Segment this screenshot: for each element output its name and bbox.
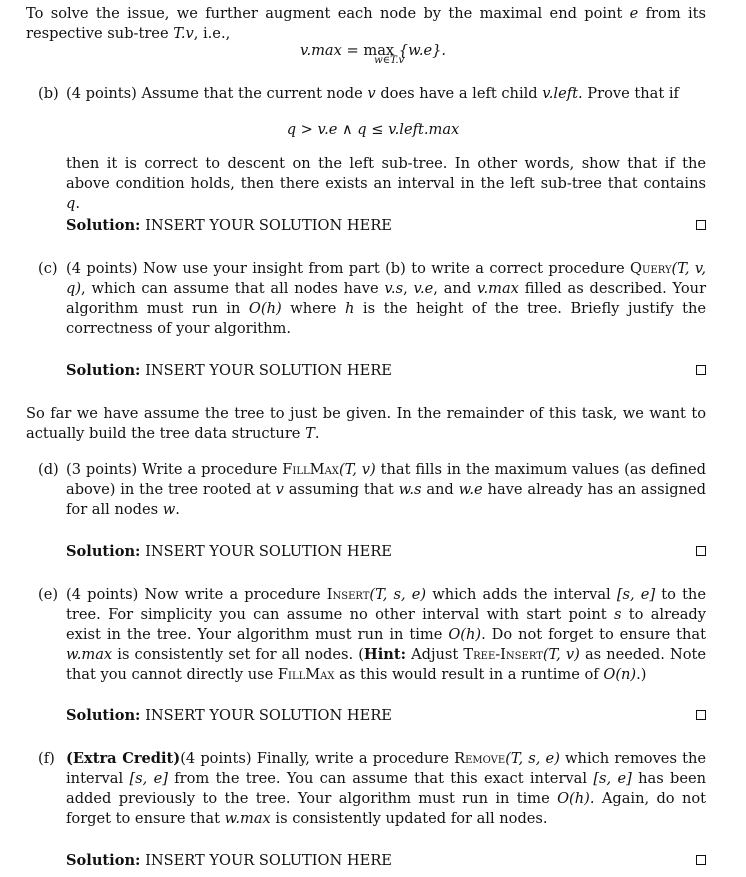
points: (4 points) xyxy=(66,85,137,102)
proc-name: Tree-Insert xyxy=(463,646,543,663)
qed-square-icon xyxy=(696,220,706,230)
proc-args: (T, v, q) xyxy=(66,260,707,297)
text: which adds the interval xyxy=(432,586,611,603)
text: Finally, write a procedure xyxy=(256,750,449,767)
part-e xyxy=(40,585,706,685)
intro-text: from its respective sub-tree xyxy=(26,5,707,42)
middle-paragraph xyxy=(26,404,706,444)
math-interval: [s, e] xyxy=(593,770,632,787)
text: has been added previously to the tree. Your algorithm must run in time xyxy=(66,770,707,807)
points: (3 points) xyxy=(66,461,138,478)
part-label: (f) xyxy=(38,750,55,767)
text: and xyxy=(426,481,454,498)
text: to already exist in the tree. Your algorithm must run in time xyxy=(66,606,707,643)
text: does have a left child xyxy=(380,85,538,102)
part-d xyxy=(40,460,706,520)
part-label: (d) xyxy=(38,461,59,478)
math-wmax: w.max xyxy=(66,646,113,663)
math-oh: O(h) xyxy=(557,790,590,807)
intro-text: To solve the issue, we further augment each node by the maximal end point xyxy=(26,5,623,22)
math-w: w xyxy=(162,501,176,518)
solution-e xyxy=(66,706,706,726)
math-q: q xyxy=(66,195,76,212)
part-f xyxy=(40,749,706,829)
qed-square-icon xyxy=(696,365,706,375)
solution-placeholder[interactable]: INSERT YOUR SOLUTION HERE xyxy=(145,362,392,379)
text: , which can assume that all nodes have xyxy=(81,280,379,297)
proc-name: Query xyxy=(630,260,672,277)
math-op: max xyxy=(363,42,395,59)
part-c xyxy=(40,259,706,339)
math-formula: q > v.e ∧ q ≤ v.left.max xyxy=(286,121,460,138)
math-vs: v.s xyxy=(384,280,404,297)
proc-name: Remove xyxy=(454,750,506,767)
math-eq: = xyxy=(346,42,359,59)
intro-text: , i.e., xyxy=(193,25,231,42)
text: is the height of the tree. Briefly justify the correctness of your algorithm. xyxy=(66,300,707,337)
text: Write a procedure xyxy=(142,461,278,478)
text: .) xyxy=(636,666,647,683)
math-interval: [s, e] xyxy=(616,586,656,603)
hint-label: Hint: xyxy=(363,646,406,663)
qed-square-icon xyxy=(696,546,706,556)
text: as needed. Note that you cannot directly use xyxy=(66,646,707,683)
solution-label: Solution: xyxy=(66,543,141,560)
proc-args: (T, s, e) xyxy=(505,750,560,767)
math-v: v xyxy=(367,85,376,102)
part-b xyxy=(40,84,706,104)
math-ve: v.e xyxy=(413,280,434,297)
text: which removes the interval xyxy=(66,750,706,787)
text: assuming that xyxy=(288,481,394,498)
math-h: h xyxy=(344,300,355,317)
solution-label: Solution: xyxy=(66,852,141,869)
text: . Do not forget to ensure that xyxy=(481,626,706,643)
extra-credit-label: (Extra Credit) xyxy=(66,750,181,767)
qed-square-icon xyxy=(696,855,706,865)
math-v: v xyxy=(275,481,284,498)
points: (4 points) xyxy=(66,260,138,277)
part-label: (e) xyxy=(38,586,59,603)
math-we: w.e xyxy=(458,481,483,498)
text: Assume that the current node xyxy=(141,85,363,102)
text: , xyxy=(403,280,408,297)
text: . xyxy=(175,501,180,518)
text: Now use your insight from part (b) to write a correct procedure xyxy=(143,260,625,277)
math-sub: w∈T.v xyxy=(374,55,405,66)
math-s: s xyxy=(613,606,622,623)
text: , and xyxy=(433,280,472,297)
solution-placeholder[interactable]: INSERT YOUR SOLUTION HERE xyxy=(145,852,392,869)
math-oh: O(h) xyxy=(448,626,482,643)
formula-vmax xyxy=(0,41,746,66)
text: have already has an assigned for all nodes xyxy=(66,481,706,518)
solution-label: Solution: xyxy=(66,217,141,234)
part-b-continued xyxy=(66,154,706,214)
text: So far we have assume the tree to just be given. In the remainder of this task, we want to actually build the tree data structure xyxy=(26,405,706,442)
text: then it is correct to descent on the left sub-tree. In other words, show that if the above condition holds, then there exists an interval in the left sub-tree that contains xyxy=(66,155,706,192)
solution-f xyxy=(66,851,706,871)
proc-name: FillMax xyxy=(277,666,335,683)
math-wmax: w.max xyxy=(224,810,271,827)
text: . Again, do not forget to ensure that xyxy=(66,790,706,827)
math-vmax: v.max xyxy=(476,280,519,297)
math-on: O(n) xyxy=(603,666,637,683)
math-ws: w.s xyxy=(398,481,422,498)
solution-label: Solution: xyxy=(66,362,141,379)
formula-b xyxy=(0,120,746,140)
solution-placeholder[interactable]: INSERT YOUR SOLUTION HERE xyxy=(145,707,392,724)
text: . xyxy=(314,425,320,442)
proc-args: (T, s, e) xyxy=(369,586,427,603)
part-label: (b) xyxy=(38,85,59,102)
text: is consistently updated for all nodes. xyxy=(275,810,548,827)
text: . Prove that if xyxy=(578,85,679,102)
proc-args: (T, v) xyxy=(338,461,376,478)
math-lhs: v.max xyxy=(299,42,342,59)
solution-placeholder[interactable]: INSERT YOUR SOLUTION HERE xyxy=(145,543,392,560)
proc-args: (T, v) xyxy=(542,646,580,663)
math-tv: T.v xyxy=(173,25,194,42)
solution-b xyxy=(66,216,706,236)
proc-name: FillMax xyxy=(282,461,339,478)
math-oh: O(h) xyxy=(248,300,282,317)
math-rhs: {w.e}. xyxy=(398,42,447,59)
math-interval: [s, e] xyxy=(129,770,168,787)
text: Adjust xyxy=(411,646,459,663)
text: where xyxy=(290,300,337,317)
qed-square-icon xyxy=(696,710,706,720)
part-label: (c) xyxy=(38,260,58,277)
solution-c xyxy=(66,361,706,381)
math-e: e xyxy=(629,5,639,22)
text: that fills in the maximum values (as defined above) in the tree rooted at xyxy=(66,461,707,498)
text: to the tree. For simplicity you can assume no other interval with start point xyxy=(66,586,706,623)
math-vleft: v.left xyxy=(542,85,578,102)
text: filled as described. Your algorithm must run in xyxy=(66,280,707,317)
text: from the tree. You can assume that this exact interval xyxy=(174,770,588,787)
intro-paragraph xyxy=(26,4,706,44)
points: (4 points) xyxy=(180,750,252,767)
proc-name: Insert xyxy=(326,586,370,603)
solution-d xyxy=(66,542,706,562)
solution-placeholder[interactable]: INSERT YOUR SOLUTION HERE xyxy=(145,217,392,234)
points: (4 points) xyxy=(66,586,139,603)
math-t: T xyxy=(305,425,315,442)
text: is consistently set for all nodes. ( xyxy=(117,646,364,663)
text: Now write a procedure xyxy=(144,586,321,603)
text: . xyxy=(75,195,80,212)
text: as this would result in a runtime of xyxy=(339,666,599,683)
solution-label: Solution: xyxy=(66,707,141,724)
